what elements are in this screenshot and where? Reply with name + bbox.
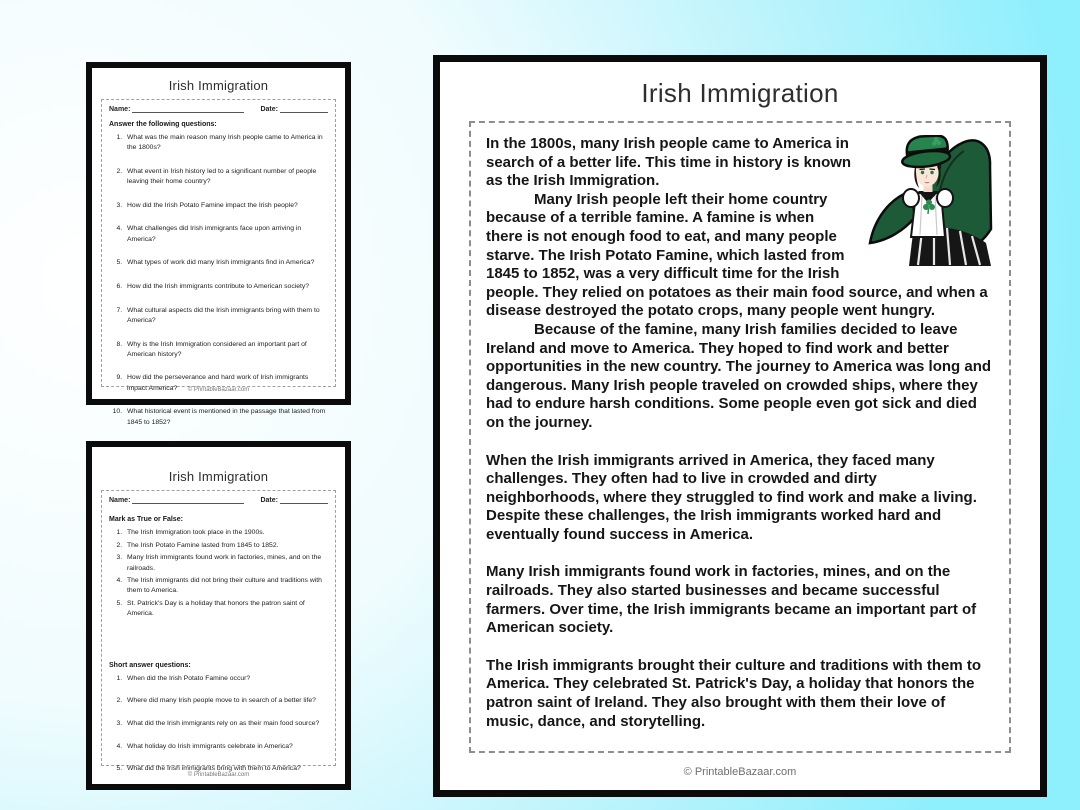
short-answer-list [109, 674, 328, 775]
true-false-list [109, 528, 328, 620]
true-false-item: 2. The Irish Potato Famine lasted from 1845 to 1852. [124, 541, 328, 551]
worksheet2-footer: © PrintableBazaar.com [187, 772, 250, 778]
name-blank-line [132, 496, 244, 504]
question-item: 10. What historical event is mentioned in the passage that lasted from 1845 to 1852? [124, 407, 328, 427]
short-answer-item: 1. When did the Irish Potato Famine occur? [124, 674, 328, 684]
short-answer-item: 4. What holiday do Irish immigrants celebrate in America? [124, 742, 328, 752]
question-item: 4. What challenges did Irish immigrants face upon arriving in America? [124, 224, 328, 244]
date-blank-line [280, 105, 328, 113]
name-date-row [109, 105, 328, 113]
questions-section-header: Answer the following questions: [109, 121, 217, 128]
name-label: Name: [109, 106, 131, 113]
worksheet-page-true-false [86, 441, 351, 790]
worksheet2-title: Irish Immigration [168, 469, 269, 484]
true-false-item: 5. St. Patrick's Day is a holiday that honors the patron saint of America. [124, 599, 328, 619]
date-label: Date: [260, 497, 278, 504]
true-false-header: Mark as True or False: [109, 516, 183, 523]
passage-box [469, 121, 1011, 753]
name-blank-line [132, 105, 244, 113]
question-item: 5. What types of work did many Irish immigrants find in America? [124, 258, 328, 268]
short-answer-item: 3. What did the Irish immigrants rely on as their main food source? [124, 719, 328, 729]
worksheet1-footer: © PrintableBazaar.com [187, 387, 250, 393]
short-answer-item: 5. What did the Irish immigrants bring with them to America? [124, 764, 328, 774]
short-answer-item: 2. Where did many Irish people move to in search of a better life? [124, 696, 328, 706]
question-item: 9. How did the perseverance and hard work of Irish immigrants impact America? [124, 373, 328, 393]
short-answer-header: Short answer questions: [109, 661, 191, 669]
true-false-item: 4. The Irish immigrants did not bring their culture and traditions with them to America. [124, 576, 328, 596]
question-item: 7. What cultural aspects did the Irish immigrants bring with them to America? [124, 306, 328, 326]
questions-list [109, 133, 328, 428]
date-label: Date: [260, 106, 278, 113]
passage-footer: © PrintableBazaar.com [683, 766, 797, 778]
worksheet-page-questions [86, 62, 351, 426]
question-item: 6. How did the Irish immigrants contribute to American society? [124, 282, 328, 292]
name-date-row [109, 496, 328, 504]
question-item: 8. Why is the Irish Immigration considered an important part of American history? [124, 340, 328, 360]
irish-woman-leprechaun-illustration [864, 135, 994, 267]
passage-paragraph: The Irish immigrants brought their culture and traditions with them to America. They celebrated St. Patrick's Day, a holiday that honors the patron saint of Ireland. They also brought with them their love of music, dance, and storytelling. [486, 656, 982, 730]
question-item: 2. What event in Irish history led to a significant number of people leaving their home country? [124, 167, 328, 187]
passage-paragraph: Many Irish people left their home country because of a terrible famine. A famine is when there is not enough food to eat, and many people starve. The Irish Potato Famine, which lasted from 1845 to 1852, was a very difficult time for the Irish people. They relied on potatoes as their main food source, and when a disease destroyed the potato crops, many people went hungry. [486, 190, 988, 320]
question-item: 1. What was the main reason many Irish people came to America in the 1800s? [124, 133, 328, 153]
worksheet1-title: Irish Immigration [168, 78, 269, 93]
question-item: 3. How did the Irish Potato Famine impact the Irish people? [124, 201, 328, 211]
passage-paragraph [486, 750, 994, 753]
true-false-item: 1. The Irish Immigration took place in the 1900s. [124, 528, 328, 538]
passage-paragraph: Because of the famine, many Irish families decided to leave Ireland and move to America. They hoped to find work and better opportunities in the new country. The journey to America was long and dangerous. Many Irish people traveled on crowded ships, where they had to endure harsh conditions. Some people even got sick and died on the journey. [486, 320, 992, 431]
reading-passage-page [433, 55, 1047, 797]
passage-paragraph: In the 1800s, many Irish people came to America in search of a better life. This time in history is known as the Irish Immigration. [486, 135, 852, 190]
passage-paragraph: Many Irish immigrants found work in factories, mines, and on the railroads. They also started businesses and became successful farmers. Over time, the Irish immigrants became an important part of American society. [486, 563, 977, 637]
passage-paragraph: When the Irish immigrants arrived in America, they faced many challenges. They often had to live in crowded and dirty neighborhoods, where they struggled to find work and make a living. Despite these challenges, the Irish immigrants worked hard and eventually found success in America. [486, 451, 977, 543]
worksheet2-content-box [101, 490, 336, 773]
name-label: Name: [109, 497, 131, 504]
date-blank-line [280, 496, 328, 504]
true-false-item: 3. Many Irish immigrants found work in factories, mines, and on the railroads. [124, 553, 328, 573]
passage-title: Irish Immigration [641, 78, 839, 108]
